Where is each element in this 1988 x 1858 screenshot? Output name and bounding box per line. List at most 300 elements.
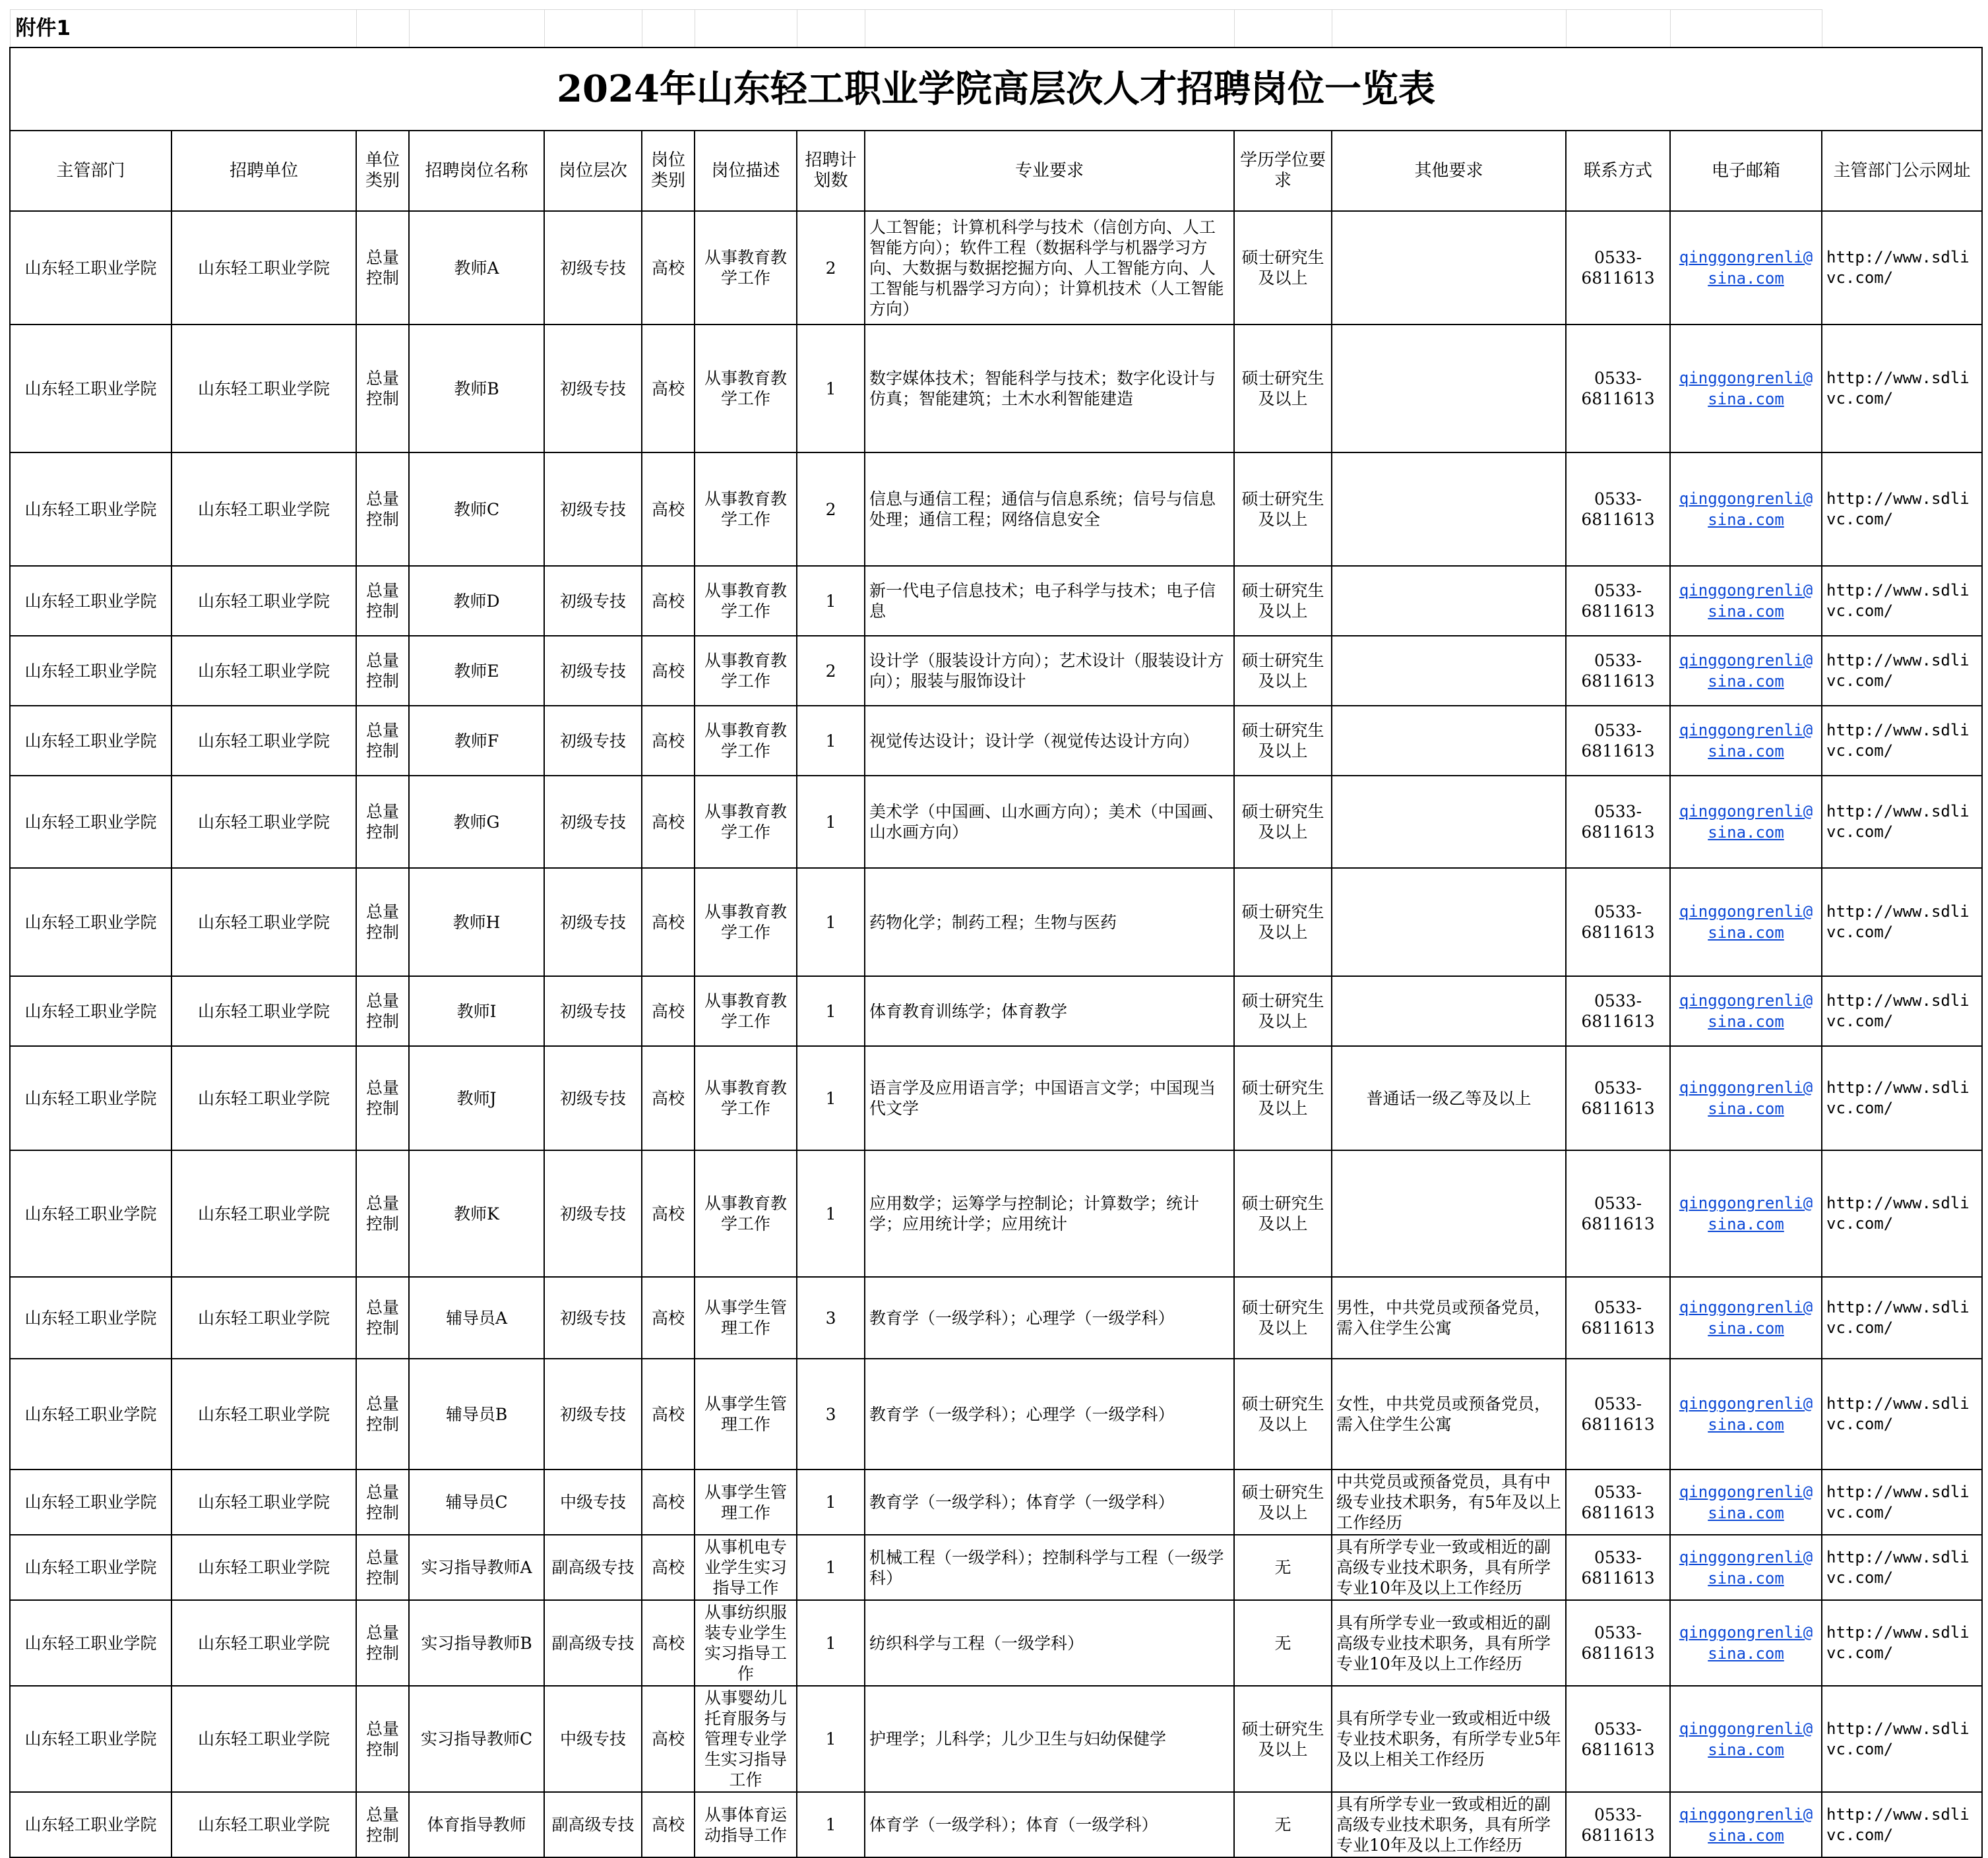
- major-requirement-cell: 语言学及应用语言学；中国语言文学；中国现当代文学: [865, 1046, 1234, 1150]
- post-level-cell: 中级专技: [544, 1470, 642, 1535]
- email-link[interactable]: qinggongrenli@sina.com: [1679, 1298, 1813, 1338]
- education-requirement-cell: 硕士研究生及以上: [1234, 706, 1332, 776]
- table-row: [10, 566, 1982, 636]
- email-cell: [1670, 776, 1822, 868]
- education-requirement-cell: 硕士研究生及以上: [1234, 1150, 1332, 1277]
- table-row: [10, 1277, 1982, 1359]
- post-level-cell: 副高级专技: [544, 1792, 642, 1857]
- unit-type-cell: 总量控制: [356, 976, 409, 1046]
- unit-type-cell: 总量控制: [356, 1277, 409, 1359]
- post-level-cell: 初级专技: [544, 325, 642, 452]
- education-requirement-cell: 无: [1234, 1535, 1332, 1600]
- dept-cell: 山东轻工职业学院: [10, 1600, 171, 1686]
- post-description-cell: 从事教育教学工作: [695, 452, 797, 566]
- website-cell: http://www.sdlivc.com/: [1822, 211, 1982, 325]
- post-level-cell: 初级专技: [544, 868, 642, 976]
- other-requirement-cell: [1332, 1150, 1566, 1277]
- other-requirement-cell: 具有所学专业一致或相近的副高级专业技术职务，具有所学专业10年及以上工作经历: [1332, 1792, 1566, 1857]
- post-name-cell: 实习指导教师C: [409, 1686, 544, 1792]
- post-name-cell: 教师C: [409, 452, 544, 566]
- phone-cell: 0533-6811613: [1566, 1277, 1670, 1359]
- dept-cell: 山东轻工职业学院: [10, 976, 171, 1046]
- post-name-cell: 教师E: [409, 636, 544, 706]
- email-link[interactable]: qinggongrenli@sina.com: [1679, 802, 1813, 842]
- major-requirement-cell: 教育学（一级学科）；心理学（一级学科）: [865, 1359, 1234, 1470]
- unit-type-cell: 总量控制: [356, 636, 409, 706]
- education-requirement-cell: 硕士研究生及以上: [1234, 868, 1332, 976]
- post-description-cell: 从事学生管理工作: [695, 1359, 797, 1470]
- phone-cell: 0533-6811613: [1566, 776, 1670, 868]
- email-cell: [1670, 1150, 1822, 1277]
- unit-type-cell: 总量控制: [356, 325, 409, 452]
- plan-count-cell: 2: [797, 636, 865, 706]
- post-name-cell: 教师F: [409, 706, 544, 776]
- education-requirement-cell: 硕士研究生及以上: [1234, 976, 1332, 1046]
- major-requirement-cell: 视觉传达设计；设计学（视觉传达设计方向）: [865, 706, 1234, 776]
- table-row: [10, 211, 1982, 325]
- dept-cell: 山东轻工职业学院: [10, 325, 171, 452]
- post-name-cell: 实习指导教师A: [409, 1535, 544, 1600]
- plan-count-cell: 1: [797, 1470, 865, 1535]
- post-category-cell: 高校: [642, 452, 695, 566]
- post-name-cell: 辅导员A: [409, 1277, 544, 1359]
- other-requirement-cell: 女性，中共党员或预备党员，需入住学生公寓: [1332, 1359, 1566, 1470]
- post-description-cell: 从事教育教学工作: [695, 868, 797, 976]
- email-link[interactable]: qinggongrenli@sina.com: [1679, 1623, 1813, 1663]
- phone-cell: 0533-6811613: [1566, 1150, 1670, 1277]
- email-cell: [1670, 452, 1822, 566]
- email-link[interactable]: qinggongrenli@sina.com: [1679, 1719, 1813, 1759]
- unit-cell: 山东轻工职业学院: [171, 1470, 356, 1535]
- email-link[interactable]: qinggongrenli@sina.com: [1679, 1805, 1813, 1845]
- table-row: [10, 1150, 1982, 1277]
- education-requirement-cell: 硕士研究生及以上: [1234, 1470, 1332, 1535]
- plan-count-cell: 2: [797, 452, 865, 566]
- post-description-cell: 从事教育教学工作: [695, 706, 797, 776]
- post-category-cell: 高校: [642, 976, 695, 1046]
- plan-count-cell: 3: [797, 1359, 865, 1470]
- dept-cell: 山东轻工职业学院: [10, 1470, 171, 1535]
- email-link[interactable]: qinggongrenli@sina.com: [1679, 991, 1813, 1031]
- post-category-cell: 高校: [642, 211, 695, 325]
- post-level-cell: 初级专技: [544, 1359, 642, 1470]
- post-level-cell: 副高级专技: [544, 1600, 642, 1686]
- website-cell: http://www.sdlivc.com/: [1822, 706, 1982, 776]
- post-description-cell: 从事体育运动指导工作: [695, 1792, 797, 1857]
- education-requirement-cell: 硕士研究生及以上: [1234, 325, 1332, 452]
- column-header: 岗位描述: [695, 131, 797, 211]
- email-cell: [1670, 1686, 1822, 1792]
- unit-type-cell: 总量控制: [356, 1046, 409, 1150]
- email-link[interactable]: qinggongrenli@sina.com: [1679, 1078, 1813, 1118]
- plan-count-cell: 3: [797, 1277, 865, 1359]
- unit-cell: 山东轻工职业学院: [171, 1792, 356, 1857]
- website-cell: http://www.sdlivc.com/: [1822, 1535, 1982, 1600]
- header-row: [10, 131, 1982, 211]
- post-name-cell: 辅导员B: [409, 1359, 544, 1470]
- unit-type-cell: 总量控制: [356, 1150, 409, 1277]
- website-cell: http://www.sdlivc.com/: [1822, 1359, 1982, 1470]
- unit-type-cell: 总量控制: [356, 706, 409, 776]
- post-name-cell: 体育指导教师: [409, 1792, 544, 1857]
- major-requirement-cell: 体育学（一级学科）；体育（一级学科）: [865, 1792, 1234, 1857]
- major-requirement-cell: 教育学（一级学科）；心理学（一级学科）: [865, 1277, 1234, 1359]
- education-requirement-cell: 硕士研究生及以上: [1234, 1046, 1332, 1150]
- education-requirement-cell: 硕士研究生及以上: [1234, 566, 1332, 636]
- post-name-cell: 教师I: [409, 976, 544, 1046]
- unit-type-cell: 总量控制: [356, 868, 409, 976]
- major-requirement-cell: 体育教育训练学；体育教学: [865, 976, 1234, 1046]
- major-requirement-cell: 数字媒体技术；智能科学与技术；数字化设计与仿真；智能建筑；土木水利智能建造: [865, 325, 1234, 452]
- major-requirement-cell: 信息与通信工程；通信与信息系统；信号与信息处理；通信工程；网络信息安全: [865, 452, 1234, 566]
- major-requirement-cell: 新一代电子信息技术；电子科学与技术；电子信息: [865, 566, 1234, 636]
- major-requirement-cell: 美术学（中国画、山水画方向）；美术（中国画、山水画方向）: [865, 776, 1234, 868]
- website-cell: http://www.sdlivc.com/: [1822, 636, 1982, 706]
- website-cell: http://www.sdlivc.com/: [1822, 868, 1982, 976]
- table-row: [10, 1686, 1982, 1792]
- plan-count-cell: 1: [797, 566, 865, 636]
- website-cell: http://www.sdlivc.com/: [1822, 1686, 1982, 1792]
- email-cell: [1670, 1470, 1822, 1535]
- website-cell: http://www.sdlivc.com/: [1822, 325, 1982, 452]
- major-requirement-cell: 教育学（一级学科）；体育学（一级学科）: [865, 1470, 1234, 1535]
- major-requirement-cell: 设计学（服装设计方向）；艺术设计（服装设计方向）；服装与服饰设计: [865, 636, 1234, 706]
- other-requirement-cell: [1332, 776, 1566, 868]
- unit-cell: 山东轻工职业学院: [171, 868, 356, 976]
- post-name-cell: 辅导员C: [409, 1470, 544, 1535]
- table-row: [10, 325, 1982, 452]
- column-header: 岗位类别: [642, 131, 695, 211]
- email-link[interactable]: qinggongrenli@sina.com: [1679, 1547, 1813, 1588]
- other-requirement-cell: [1332, 706, 1566, 776]
- email-link[interactable]: qinggongrenli@sina.com: [1679, 248, 1813, 288]
- post-name-cell: 实习指导教师B: [409, 1600, 544, 1686]
- unit-cell: 山东轻工职业学院: [171, 1359, 356, 1470]
- plan-count-cell: 1: [797, 706, 865, 776]
- other-requirement-cell: [1332, 566, 1566, 636]
- dept-cell: 山东轻工职业学院: [10, 776, 171, 868]
- table-row: [10, 1600, 1982, 1686]
- website-cell: http://www.sdlivc.com/: [1822, 976, 1982, 1046]
- dept-cell: 山东轻工职业学院: [10, 1792, 171, 1857]
- unit-type-cell: 总量控制: [356, 211, 409, 325]
- unit-cell: 山东轻工职业学院: [171, 1150, 356, 1277]
- unit-cell: 山东轻工职业学院: [171, 1686, 356, 1792]
- table-row: [10, 868, 1982, 976]
- website-cell: http://www.sdlivc.com/: [1822, 776, 1982, 868]
- table-row: [10, 776, 1982, 868]
- email-cell: [1670, 636, 1822, 706]
- unit-type-cell: 总量控制: [356, 1359, 409, 1470]
- unit-type-cell: 总量控制: [356, 1470, 409, 1535]
- plan-count-cell: 1: [797, 776, 865, 868]
- email-cell: [1670, 868, 1822, 976]
- plan-count-cell: 1: [797, 1535, 865, 1600]
- column-header: 单位类别: [356, 131, 409, 211]
- unit-type-cell: 总量控制: [356, 1600, 409, 1686]
- major-requirement-cell: 药物化学；制药工程；生物与医药: [865, 868, 1234, 976]
- post-level-cell: 初级专技: [544, 976, 642, 1046]
- email-cell: [1670, 325, 1822, 452]
- post-name-cell: 教师B: [409, 325, 544, 452]
- dept-cell: 山东轻工职业学院: [10, 211, 171, 325]
- column-header: 专业要求: [865, 131, 1234, 211]
- other-requirement-cell: 男性，中共党员或预备党员，需入住学生公寓: [1332, 1277, 1566, 1359]
- other-requirement-cell: [1332, 636, 1566, 706]
- post-category-cell: 高校: [642, 636, 695, 706]
- phone-cell: 0533-6811613: [1566, 976, 1670, 1046]
- phone-cell: 0533-6811613: [1566, 636, 1670, 706]
- phone-cell: 0533-6811613: [1566, 1600, 1670, 1686]
- post-description-cell: 从事教育教学工作: [695, 776, 797, 868]
- plan-count-cell: 1: [797, 325, 865, 452]
- unit-cell: 山东轻工职业学院: [171, 566, 356, 636]
- other-requirement-cell: [1332, 325, 1566, 452]
- dept-cell: 山东轻工职业学院: [10, 636, 171, 706]
- unit-type-cell: 总量控制: [356, 452, 409, 566]
- post-category-cell: 高校: [642, 1359, 695, 1470]
- unit-cell: 山东轻工职业学院: [171, 325, 356, 452]
- website-cell: http://www.sdlivc.com/: [1822, 1277, 1982, 1359]
- dept-cell: 山东轻工职业学院: [10, 1277, 171, 1359]
- unit-cell: 山东轻工职业学院: [171, 1600, 356, 1686]
- phone-cell: 0533-6811613: [1566, 1359, 1670, 1470]
- post-name-cell: 教师J: [409, 1046, 544, 1150]
- post-category-cell: 高校: [642, 1046, 695, 1150]
- email-link[interactable]: qinggongrenli@sina.com: [1679, 581, 1813, 621]
- column-header: 招聘计划数: [797, 131, 865, 211]
- email-cell: [1670, 1277, 1822, 1359]
- website-cell: http://www.sdlivc.com/: [1822, 452, 1982, 566]
- post-level-cell: 初级专技: [544, 566, 642, 636]
- unit-cell: 山东轻工职业学院: [171, 1277, 356, 1359]
- table-row: [10, 1046, 1982, 1150]
- website-cell: http://www.sdlivc.com/: [1822, 1470, 1982, 1535]
- other-requirement-cell: 具有所学专业一致或相近的副高级专业技术职务，具有所学专业10年及以上工作经历: [1332, 1535, 1566, 1600]
- post-category-cell: 高校: [642, 1277, 695, 1359]
- major-requirement-cell: 人工智能；计算机科学与技术（信创方向、人工智能方向）；软件工程（数据科学与机器学习方向、大数据与数据挖掘方向、人工智能方向、人工智能与机器学习方向）；计算机技术（人工智能方向）: [865, 211, 1234, 325]
- column-header: 电子邮箱: [1670, 131, 1822, 211]
- post-level-cell: 初级专技: [544, 636, 642, 706]
- phone-cell: 0533-6811613: [1566, 1686, 1670, 1792]
- major-requirement-cell: 机械工程（一级学科）；控制科学与工程（一级学科）: [865, 1535, 1234, 1600]
- dept-cell: 山东轻工职业学院: [10, 1686, 171, 1792]
- education-requirement-cell: 硕士研究生及以上: [1234, 1359, 1332, 1470]
- post-name-cell: 教师H: [409, 868, 544, 976]
- post-level-cell: 副高级专技: [544, 1535, 642, 1600]
- plan-count-cell: 1: [797, 976, 865, 1046]
- unit-cell: 山东轻工职业学院: [171, 452, 356, 566]
- recruitment-table: [9, 9, 1983, 1858]
- post-description-cell: 从事机电专业学生实习指导工作: [695, 1535, 797, 1600]
- email-cell: [1670, 1359, 1822, 1470]
- post-description-cell: 从事教育教学工作: [695, 325, 797, 452]
- other-requirement-cell: [1332, 976, 1566, 1046]
- phone-cell: 0533-6811613: [1566, 1470, 1670, 1535]
- other-requirement-cell: 中共党员或预备党员，具有中级专业技术职务，有5年及以上工作经历: [1332, 1470, 1566, 1535]
- phone-cell: 0533-6811613: [1566, 566, 1670, 636]
- dept-cell: 山东轻工职业学院: [10, 706, 171, 776]
- dept-cell: 山东轻工职业学院: [10, 1359, 171, 1470]
- column-header: 主管部门: [10, 131, 171, 211]
- post-category-cell: 高校: [642, 1792, 695, 1857]
- email-cell: [1670, 1535, 1822, 1600]
- email-link[interactable]: qinggongrenli@sina.com: [1679, 1194, 1813, 1233]
- education-requirement-cell: 硕士研究生及以上: [1234, 1277, 1332, 1359]
- column-header: 联系方式: [1566, 131, 1670, 211]
- table-row: [10, 1535, 1982, 1600]
- table-row: [10, 636, 1982, 706]
- dept-cell: 山东轻工职业学院: [10, 1046, 171, 1150]
- website-cell: http://www.sdlivc.com/: [1822, 566, 1982, 636]
- post-level-cell: 初级专技: [544, 1046, 642, 1150]
- phone-cell: 0533-6811613: [1566, 1046, 1670, 1150]
- post-category-cell: 高校: [642, 325, 695, 452]
- other-requirement-cell: 普通话一级乙等及以上: [1332, 1046, 1566, 1150]
- email-link[interactable]: qinggongrenli@sina.com: [1679, 489, 1813, 529]
- major-requirement-cell: 护理学；儿科学；儿少卫生与妇幼保健学: [865, 1686, 1234, 1792]
- education-requirement-cell: 硕士研究生及以上: [1234, 211, 1332, 325]
- phone-cell: 0533-6811613: [1566, 868, 1670, 976]
- post-category-cell: 高校: [642, 1686, 695, 1792]
- unit-type-cell: 总量控制: [356, 566, 409, 636]
- unit-type-cell: 总量控制: [356, 1686, 409, 1792]
- dept-cell: 山东轻工职业学院: [10, 1535, 171, 1600]
- phone-cell: 0533-6811613: [1566, 1792, 1670, 1857]
- plan-count-cell: 1: [797, 1792, 865, 1857]
- major-requirement-cell: 应用数学；运筹学与控制论；计算数学；统计学；应用统计学；应用统计: [865, 1150, 1234, 1277]
- plan-count-cell: 1: [797, 1150, 865, 1277]
- education-requirement-cell: 无: [1234, 1792, 1332, 1857]
- email-cell: [1670, 706, 1822, 776]
- email-cell: [1670, 976, 1822, 1046]
- post-category-cell: 高校: [642, 1150, 695, 1277]
- education-requirement-cell: 硕士研究生及以上: [1234, 452, 1332, 566]
- post-description-cell: 从事教育教学工作: [695, 976, 797, 1046]
- column-header: 招聘单位: [171, 131, 356, 211]
- dept-cell: 山东轻工职业学院: [10, 566, 171, 636]
- post-level-cell: 初级专技: [544, 211, 642, 325]
- column-header: 主管部门公示网址: [1822, 131, 1982, 211]
- post-level-cell: 初级专技: [544, 706, 642, 776]
- table-row: [10, 1470, 1982, 1535]
- dept-cell: 山东轻工职业学院: [10, 1150, 171, 1277]
- table-row: [10, 976, 1982, 1046]
- unit-cell: 山东轻工职业学院: [171, 1535, 356, 1600]
- column-header: 其他要求: [1332, 131, 1566, 211]
- phone-cell: 0533-6811613: [1566, 452, 1670, 566]
- post-level-cell: 初级专技: [544, 776, 642, 868]
- email-cell: [1670, 1046, 1822, 1150]
- post-description-cell: 从事学生管理工作: [695, 1470, 797, 1535]
- website-cell: http://www.sdlivc.com/: [1822, 1046, 1982, 1150]
- education-requirement-cell: 硕士研究生及以上: [1234, 636, 1332, 706]
- post-description-cell: 从事教育教学工作: [695, 1046, 797, 1150]
- other-requirement-cell: [1332, 452, 1566, 566]
- table-row: [10, 706, 1982, 776]
- table-title: 2024年山东轻工职业学院高层次人才招聘岗位一览表: [10, 47, 1982, 131]
- post-category-cell: 高校: [642, 1535, 695, 1600]
- email-cell: [1670, 566, 1822, 636]
- plan-count-cell: 2: [797, 211, 865, 325]
- unit-cell: 山东轻工职业学院: [171, 776, 356, 868]
- phone-cell: 0533-6811613: [1566, 1535, 1670, 1600]
- post-description-cell: 从事教育教学工作: [695, 1150, 797, 1277]
- table-row: [10, 452, 1982, 566]
- phone-cell: 0533-6811613: [1566, 211, 1670, 325]
- post-category-cell: 高校: [642, 776, 695, 868]
- post-level-cell: 初级专技: [544, 452, 642, 566]
- email-cell: [1670, 1792, 1822, 1857]
- email-link[interactable]: qinggongrenli@sina.com: [1679, 1394, 1813, 1434]
- unit-cell: 山东轻工职业学院: [171, 706, 356, 776]
- phone-cell: 0533-6811613: [1566, 325, 1670, 452]
- post-category-cell: 高校: [642, 868, 695, 976]
- post-name-cell: 教师A: [409, 211, 544, 325]
- plan-count-cell: 1: [797, 868, 865, 976]
- column-header: 岗位层次: [544, 131, 642, 211]
- website-cell: http://www.sdlivc.com/: [1822, 1600, 1982, 1686]
- website-cell: http://www.sdlivc.com/: [1822, 1150, 1982, 1277]
- email-link[interactable]: qinggongrenli@sina.com: [1679, 651, 1813, 691]
- column-header: 学历学位要求: [1234, 131, 1332, 211]
- post-level-cell: 初级专技: [544, 1277, 642, 1359]
- email-cell: [1670, 211, 1822, 325]
- email-link[interactable]: qinggongrenli@sina.com: [1679, 1482, 1813, 1522]
- column-header: 招聘岗位名称: [409, 131, 544, 211]
- education-requirement-cell: 硕士研究生及以上: [1234, 776, 1332, 868]
- other-requirement-cell: 具有所学专业一致或相近中级专业技术职务，有所学专业5年及以上相关工作经历: [1332, 1686, 1566, 1792]
- email-link[interactable]: qinggongrenli@sina.com: [1679, 369, 1813, 408]
- plan-count-cell: 1: [797, 1046, 865, 1150]
- post-description-cell: 从事教育教学工作: [695, 211, 797, 325]
- education-requirement-cell: 硕士研究生及以上: [1234, 1686, 1332, 1792]
- post-description-cell: 从事婴幼儿托育服务与管理专业学生实习指导工作: [695, 1686, 797, 1792]
- unit-type-cell: 总量控制: [356, 1792, 409, 1857]
- unit-type-cell: 总量控制: [356, 776, 409, 868]
- post-description-cell: 从事学生管理工作: [695, 1277, 797, 1359]
- website-cell: http://www.sdlivc.com/: [1822, 1792, 1982, 1857]
- phone-cell: 0533-6811613: [1566, 706, 1670, 776]
- other-requirement-cell: [1332, 868, 1566, 976]
- plan-count-cell: 1: [797, 1600, 865, 1686]
- post-level-cell: 中级专技: [544, 1686, 642, 1792]
- post-category-cell: 高校: [642, 1470, 695, 1535]
- email-cell: [1670, 1600, 1822, 1686]
- post-name-cell: 教师G: [409, 776, 544, 868]
- unit-cell: 山东轻工职业学院: [171, 976, 356, 1046]
- education-requirement-cell: 无: [1234, 1600, 1332, 1686]
- post-description-cell: 从事教育教学工作: [695, 566, 797, 636]
- post-category-cell: 高校: [642, 1600, 695, 1686]
- attachment-label: 附件1: [10, 10, 356, 48]
- major-requirement-cell: 纺织科学与工程（一级学科）: [865, 1600, 1234, 1686]
- post-category-cell: 高校: [642, 706, 695, 776]
- post-description-cell: 从事教育教学工作: [695, 636, 797, 706]
- post-level-cell: 初级专技: [544, 1150, 642, 1277]
- email-link[interactable]: qinggongrenli@sina.com: [1679, 902, 1813, 942]
- unit-cell: 山东轻工职业学院: [171, 211, 356, 325]
- plan-count-cell: 1: [797, 1686, 865, 1792]
- dept-cell: 山东轻工职业学院: [10, 868, 171, 976]
- post-category-cell: 高校: [642, 566, 695, 636]
- dept-cell: 山东轻工职业学院: [10, 452, 171, 566]
- post-description-cell: 从事纺织服装专业学生实习指导工作: [695, 1600, 797, 1686]
- unit-type-cell: 总量控制: [356, 1535, 409, 1600]
- email-link[interactable]: qinggongrenli@sina.com: [1679, 721, 1813, 760]
- post-name-cell: 教师K: [409, 1150, 544, 1277]
- post-name-cell: 教师D: [409, 566, 544, 636]
